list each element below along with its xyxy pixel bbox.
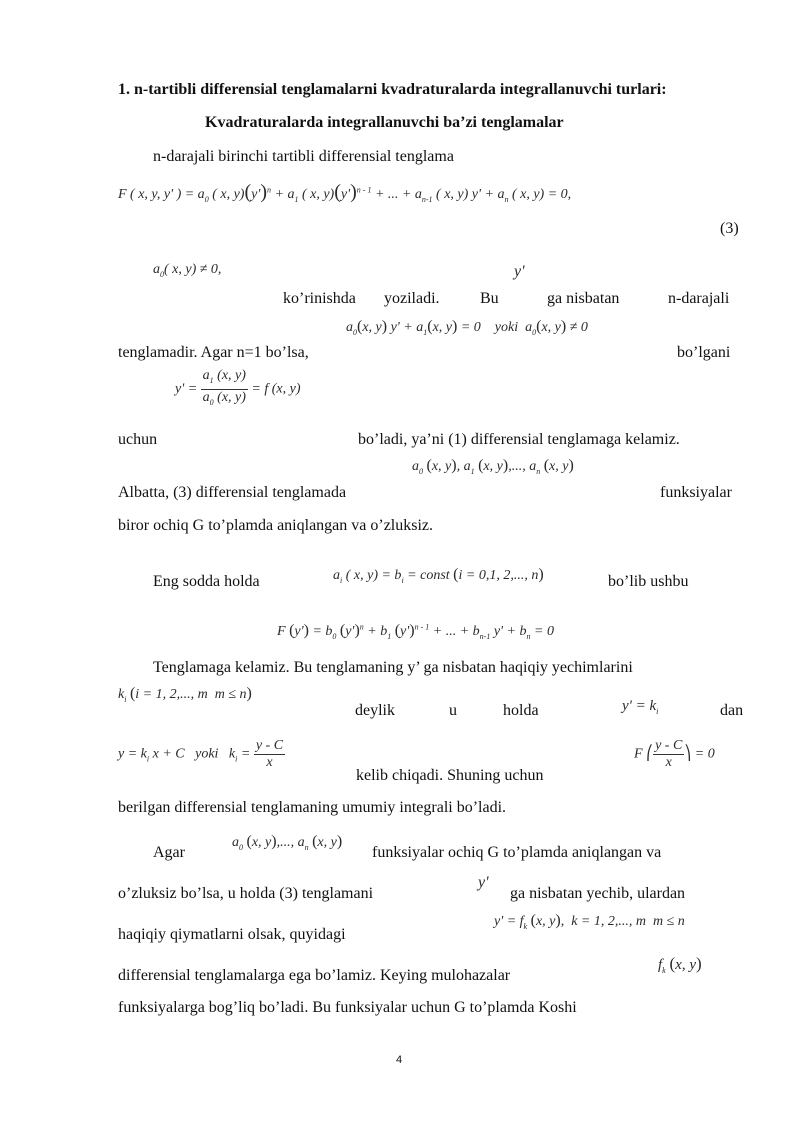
text-bu: Bu	[480, 290, 499, 307]
formula-y-prime: y'	[514, 263, 525, 280]
formula-general-integral: F ⎛ $\frac{y - C}{x}$ ⎞ = 0	[634, 738, 715, 770]
text-eng-sodda: Eng sodda holda	[153, 573, 260, 590]
paragraph-intro: n-darajali birinchi tartibli differensial tenglama	[153, 148, 454, 165]
text-last-line: funksiyalarga bog’liq bo’ladi. Bu funksiyalar uchun G to’plamda Koshi	[118, 999, 577, 1016]
text-berilgan: berilgan differensial tenglamaning umumiy integrali bo’ladi.	[118, 799, 507, 816]
equation-3: F ( x, y, y' ) = $a_0$ ( x, $y)(y')^n + a_1$ ( x, $y)(y')^{n - 1}$ + ... + $a_{n-1}$ ( x, y) $y' + a_n$ ( x, y) = 0,	[118, 181, 572, 204]
text-dan: dan	[720, 702, 744, 719]
formula-k-i: $k_i$ (i = 1, 2,..., m m ≤ n)	[118, 685, 252, 704]
formula-a0-nonzero: $a_0$( x, y) ≠ 0,	[153, 262, 222, 279]
text-bolib-ushbu: bo’lib ushbu	[608, 573, 689, 590]
text-kelib-chiqadi: kelib chiqadi. Shuning uchun	[356, 767, 544, 784]
equation-number: (3)	[720, 220, 739, 237]
subheading: Kvadraturalarda integrallanuvchi ba’zi tenglamalar	[205, 114, 564, 131]
formula-coefficient-functions: $a_0$ (x, y), $a_1$ (x, y),..., $a_n$ (x, y)	[412, 457, 574, 476]
text-agar-rest: funksiyalar ochiq G to’plamda aniqlangan va	[372, 844, 662, 861]
formula-y-prime-eq-k: $y' = k_i$	[622, 698, 659, 716]
text-differensial: differensial tenglamalarga ega bo’lamiz. Keying mulohazalar	[118, 967, 511, 984]
text-bolgani: bo’lgani	[677, 344, 731, 361]
text-ga-nisbatan: ga nisbatan	[547, 290, 620, 307]
formula-fk: $f_k$ (x, y)	[658, 954, 702, 975]
text-biror: biror ochiq G to’plamda aniqlangan va o’zluksiz.	[118, 517, 434, 534]
formula-general-solution: $y = k_i$ x + C yoki $k_i$ = $\frac{y - C}{x}$	[118, 738, 284, 770]
section-heading: 1. n-tartibli differensial tenglamalarni kvadraturalarda integrallanuvchi turlari:	[118, 81, 667, 98]
page-number: 4	[396, 1054, 403, 1066]
text-ga-nisbatan-2: ga nisbatan yechib, ulardan	[510, 885, 686, 902]
formula-a0-an: $a_0$ (x, y),..., $a_n$ (x, y)	[232, 833, 343, 852]
text-tenglamadir: tenglamadir. Agar n=1 bo’lsa,	[118, 344, 309, 361]
formula-F-y-prime: F $(y') = b_0$ $(y')^n + b_1$ $(y')^{n - 1}$ + ... + $b_{n-1}$ $y' + b_n = 0$	[277, 622, 554, 641]
text-tenglamaga: Tenglamaga kelamiz. Bu tenglamaning y’ ga nisbatan haqiqiy yechimlarini	[153, 659, 633, 676]
text-korinishda: ko’rinishda	[283, 290, 356, 307]
formula-constant-coefficients: $a_i$ ( x, $y) = b_i$ = const (i = 0,1, 2,..., n)	[333, 566, 544, 585]
text-ozluksiz: o’zluksiz bo’lsa, u holda (3) tenglamani	[118, 885, 374, 902]
text-haqiqiy: haqiqiy qiymatlarni olsak, quyidagi	[118, 926, 346, 943]
text-agar: Agar	[153, 844, 185, 861]
formula-n1-case: $a_0(x$, y) $y' + a_1(x$, y) = 0 yoki $a_0(x$, y) ≠ 0	[346, 318, 588, 337]
text-yoziladi: yoziladi.	[384, 290, 440, 307]
formula-y-prime-fraction: y' = $\frac{a_1 (x, y)}{a_0 (x, y)}$ = f (x, y)	[175, 368, 301, 407]
text-u: u	[449, 702, 457, 719]
text-funksiyalar: funksiyalar	[660, 484, 732, 501]
text-boladi-1: bo’ladi, ya’ni (1) differensial tenglamaga kelamiz.	[358, 431, 680, 448]
text-holda: holda	[503, 702, 539, 719]
formula-y-prime-fk: $y' = f_k$ (x, y), k = 1, 2,..., m m ≤ n	[494, 912, 685, 931]
text-uchun: uchun	[118, 431, 158, 448]
text-deylik: deylik	[355, 702, 395, 719]
formula-y-prime-2: y'	[478, 874, 489, 891]
text-n-darajali: n-darajali	[668, 290, 730, 307]
text-albatta: Albatta, (3) differensial tenglamada	[118, 484, 347, 501]
